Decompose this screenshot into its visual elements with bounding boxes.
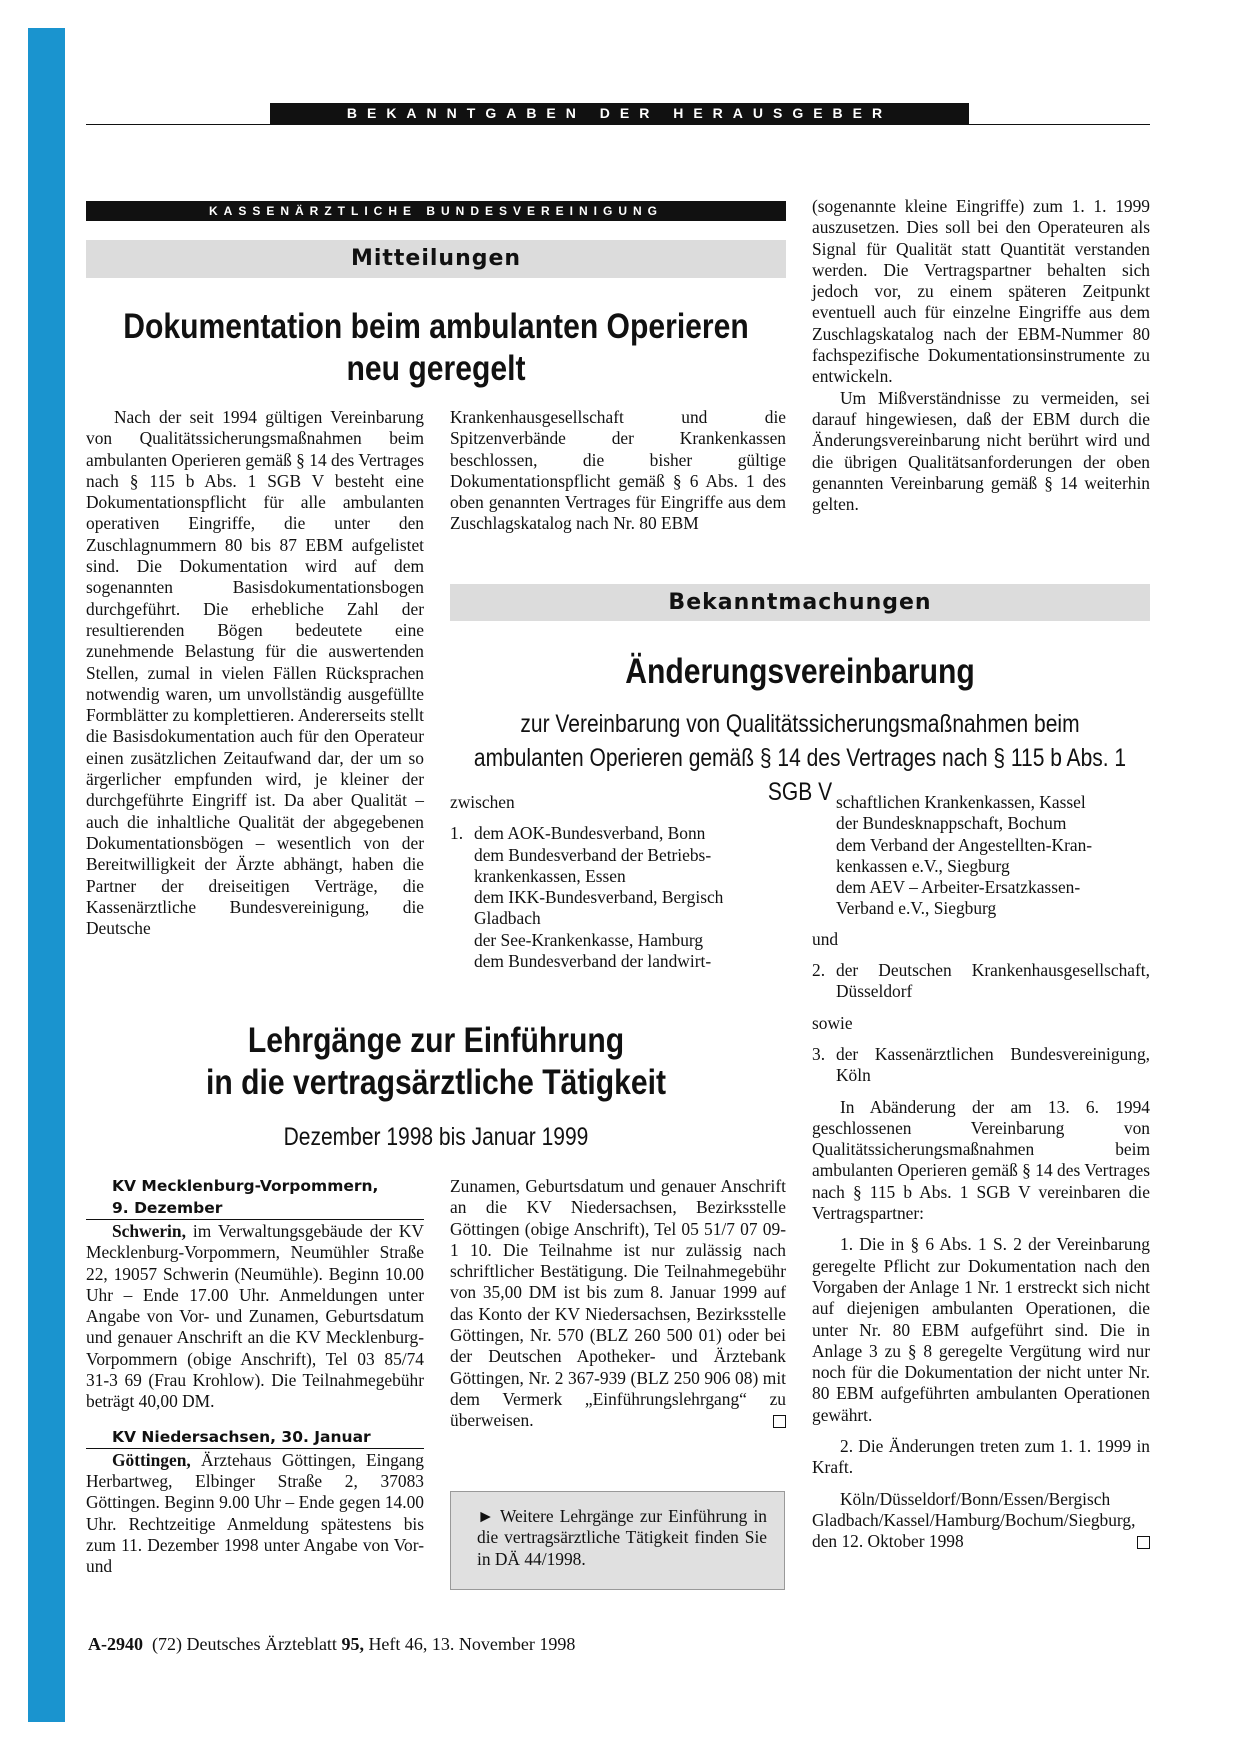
intro-text: zwischen	[450, 792, 515, 812]
kv-heading-mv	[86, 1176, 424, 1197]
courses-column-1	[86, 1176, 424, 1577]
as-well-text: sowie	[812, 1012, 853, 1033]
party-line: krankenkassen, Essen	[474, 865, 626, 886]
article-title-line1: Dokumentation beim ambulanten Operieren	[123, 307, 749, 346]
party-text: der Deutschen Krankenhausgesellschaft, Düsseldorf	[836, 960, 1150, 1002]
party-1-lines	[474, 823, 786, 972]
party-3	[812, 1044, 1150, 1087]
party-line: Verband e.V., Siegburg	[836, 898, 997, 919]
signature-text: Köln/Düsseldorf/Bonn/Essen/Bergisch Gladbach/Kassel/Hamburg/Bochum/Siegburg, den 12. Oktober 1998	[812, 1488, 1136, 1552]
announcement-title: Änderungsvereinbarung	[625, 652, 975, 691]
blue-margin-bar	[28, 28, 65, 1722]
info-box-text: ► Weitere Lehrgänge zur Einführung in die vertragsärztliche Tätigkeit finden Sie in DÄ 44/1998.	[477, 1506, 767, 1569]
clause-2: 2. Die Änderungen treten zum 1. 1. 1999 in Kraft.	[812, 1436, 1150, 1478]
clause-1: 1. Die in § 6 Abs. 1 S. 2 der Vereinbarung geregelte Pflicht zur Dokumentation nach den Vorgaben der Anlage 1 Nr. 1 erstreckt sich nicht auf diejenigen ambulanten Operationen, die unter Nr. 80 EBM aufgeführt sind. Die in Anlage 3 zu § 8 geregelte Vergütung wird nur noch für die Dokumentation der nicht unter Nr. 80 EBM aufgeführten ambulanten Operationen gewährt.	[812, 1234, 1150, 1425]
kbv-band: KASSENÄRZTLICHE BUNDESVEREINIGUNG	[86, 201, 786, 221]
courses-title-line1: Lehrgänge zur Einführung	[247, 1021, 625, 1060]
article-column-1	[86, 407, 424, 939]
article-column-3	[812, 196, 1150, 515]
party-line: dem AEV – Arbeiter-Ersatzkassen-	[836, 877, 1081, 898]
courses-subtitle: Dezember 1998 bis Januar 1999	[283, 1123, 589, 1151]
announcement-column-2	[812, 792, 1150, 1553]
course-city: Göttingen,	[112, 1449, 191, 1470]
course-text: Ärztehaus Göttingen, Eingang Herbartweg, Elbinger Straße 2, 37083 Göttingen. Beginn 9.00 Uhr – Ende gegen 14.00 Uhr. Rechtzeitige Anmeldung spätestens bis zum 11. Dezember 1998 unter Angabe von Vor- und	[86, 1449, 424, 1577]
article-title-line2: neu geregelt	[346, 349, 526, 388]
courses-title	[118, 1020, 754, 1104]
courses-column-2	[450, 1176, 786, 1432]
course-text: im Verwaltungsgebäude der KV Mecklenburg-Vorpommern, Neumühler Straße 22, 19057 Schwerin (Neumühle). Beginn 10.00 Uhr – Ende 17.00 Uhr. Anmeldungen unter Angabe von Vor- und Zunamen, Geburtsdatum und genauer Anschrift an die KV Mecklenburg-Vorpommern (obige Anschrift), Tel 03 85/74 31-3 69 (Frau Krohlow). Die Teilnahmegebühr beträgt 40,00 DM.	[86, 1221, 424, 1412]
party-1-continued	[812, 792, 1150, 920]
page-footer	[88, 1634, 575, 1655]
category-mitteilungen: Mitteilungen	[86, 240, 786, 278]
party-number: 2.	[812, 960, 826, 981]
article-title	[118, 306, 754, 390]
courses-title-line2: in die vertragsärztliche Tätigkeit	[205, 1063, 667, 1102]
end-of-article-icon	[1137, 1536, 1150, 1549]
volume-number: 95,	[341, 1634, 364, 1654]
info-box	[450, 1491, 785, 1590]
article-paragraph: Krankenhausgesellschaft und die Spitzenverbände der Krankenkassen beschlossen, die bisher gültige Dokumentationspflicht gemäß § 6 Abs. 1 des oben genannten Vertrages für Eingriffe aus dem Zuschlagskatalog nach Nr. 80 EBM	[450, 407, 786, 534]
course-city: Schwerin,	[112, 1221, 186, 1241]
party-1	[450, 823, 786, 972]
party-line: dem IKK-Bundesverband, Bergisch	[474, 887, 724, 908]
party-line: dem AOK-Bundesverband, Bonn	[474, 823, 706, 844]
party-line: dem Bundesverband der Betriebs-	[474, 844, 712, 865]
signature-paragraph	[812, 1489, 1150, 1553]
kv-heading-ns: KV Niedersachsen, 30. Januar	[86, 1427, 424, 1449]
category-bekanntmachungen: Bekanntmachungen	[450, 584, 1150, 621]
kv-heading-line1: KV Mecklenburg-Vorpommern,	[112, 1177, 379, 1195]
kv-heading-mv-date: 9. Dezember	[86, 1198, 424, 1220]
course-text: Zunamen, Geburtsdatum und genauer Anschrift an die KV Niedersachsen, Bezirksstelle Göttingen (obige Anschrift), Tel 05 51/7 07 09-1 10. Die Teilnahme ist nur zulässig nach schriftlicher Bestätigung. Die Teilnahmegebühr von 35,00 DM ist bis zum 8. Januar 1999 auf das Konto der KV Niedersachsen, Bezirksstelle Göttingen, Nr. 570 (BLZ 260 500 01) oder bei der Deutschen Apotheker- und Ärztebank Göttingen, Nr. 2 367-939 (BLZ 250 906 08) mit dem Vermerk „Einführungslehrgang“ zu überweisen.	[450, 1176, 786, 1431]
article-paragraph: Nach der seit 1994 gültigen Vereinbarung von Qualitätssicherungsmaßnahmen beim ambulanten Operieren gemäß § 14 des Vertrages nach § 115 b Abs. 1 SGB V besteht eine Dokumentationspflicht für alle ambulanten operativen Eingriffe, die unter den Zuschlagnummern 80 bis 87 EBM aufgelistet sind. Die Dokumentation wird auf dem sogenannten Basisdokumentationsbogen durchgeführt. Die erhebliche Zahl der resultierenden Bögen bedeutete eine zunehmende Belastung für die auswertenden Stellen, zumal in vielen Fällen Rücksprachen notwendig waren, um unvollständig ausgefüllte Formblätter zu komplettieren. Andererseits stellt die Basisdokumentation auch für den Operateur einen zusätzlichen Zeitaufwand dar, der um so ärgerlicher empfunden wird, je kleiner der durchgeführte Eingriff ist. Da aber Qualität – auch die inhaltliche Qualität der abgegebenen Dokumentationsbögen – wesentlich von der Bereitwilligkeit der Ärzte abhängt, haben die Partner der dreiseitigen Verträge, die Kassenärztliche Bundesvereinigung, die Deutsche	[86, 407, 424, 939]
party-line: der See-Krankenkasse, Hamburg	[474, 929, 704, 950]
issue-info: Heft 46, 13. November 1998	[368, 1634, 576, 1654]
course-entry-mv	[86, 1221, 424, 1413]
announcement-subtitle-line1: zur Vereinbarung von Qualitätssicherungsmaßnahmen beim	[520, 710, 1080, 738]
end-of-article-icon	[773, 1415, 786, 1428]
course-entry-ns	[86, 1450, 424, 1578]
header-rule	[86, 124, 1150, 125]
article-paragraph: Um Mißverständnisse zu vermeiden, sei darauf hingewiesen, daß der EBM durch die Änderungsvereinbarung nicht berührt wird und die übrigen Qualitätsanforderungen der oben genannten Vereinbarung gemäß § 14 weiterhin gelten.	[812, 387, 1150, 515]
preamble-text: In Abänderung der am 13. 6. 1994 geschlossenen Vereinbarung von Qualitätssicherungsmaßnahmen beim ambulanten Operieren gemäß § 14 des Vertrages nach § 115 b Abs. 1 SGB V vereinbaren die Vertragspartner:	[812, 1096, 1150, 1224]
party-line: kenkassen e.V., Siegburg	[836, 855, 1010, 876]
party-line: Gladbach	[474, 908, 541, 929]
party-2	[812, 960, 1150, 1003]
party-line: schaftlichen Krankenkassen, Kassel	[836, 792, 1086, 812]
party-number: 3.	[812, 1043, 826, 1064]
article-column-2	[450, 407, 786, 535]
course-entry-ns-continued	[450, 1176, 786, 1432]
page-number: A-2940	[88, 1634, 143, 1654]
party-text: der Kassenärztlichen Bundesvereinigung, Köln	[836, 1043, 1150, 1086]
and-text: und	[812, 928, 839, 949]
party-line: dem Bundesverband der landwirt-	[474, 951, 712, 972]
party-line: der Bundesknappschaft, Bochum	[836, 813, 1067, 834]
section-header: BEKANNTGABEN DER HERAUSGEBER	[270, 103, 969, 124]
article-paragraph: (sogenannte kleine Eingriffe) zum 1. 1. 1999 auszusetzen. Dies soll bei den Operateuren als Signal für Qualität statt Quantität verstanden werden. Die Vertragspartner behalten sich jedoch vor, zu einem späteren Zeitpunkt eventuell auch für einzelne Eingriffe aus dem Zuschlagskatalog nach der EBM-Nummer 80 fachspezifische Dokumentationsinstrumente zu entwickeln.	[812, 196, 1150, 387]
party-line: dem Verband der Angestellten-Kran-	[836, 834, 1093, 855]
journal-name: (72) Deutsches Ärzteblatt	[152, 1634, 337, 1654]
party-number: 1.	[450, 823, 464, 844]
announcement-subtitle-line2: ambulanten Operieren gemäß § 14 des Vertrages nach § 115 b Abs. 1 SGB V	[473, 744, 1127, 806]
announcement-column-1	[450, 792, 786, 972]
